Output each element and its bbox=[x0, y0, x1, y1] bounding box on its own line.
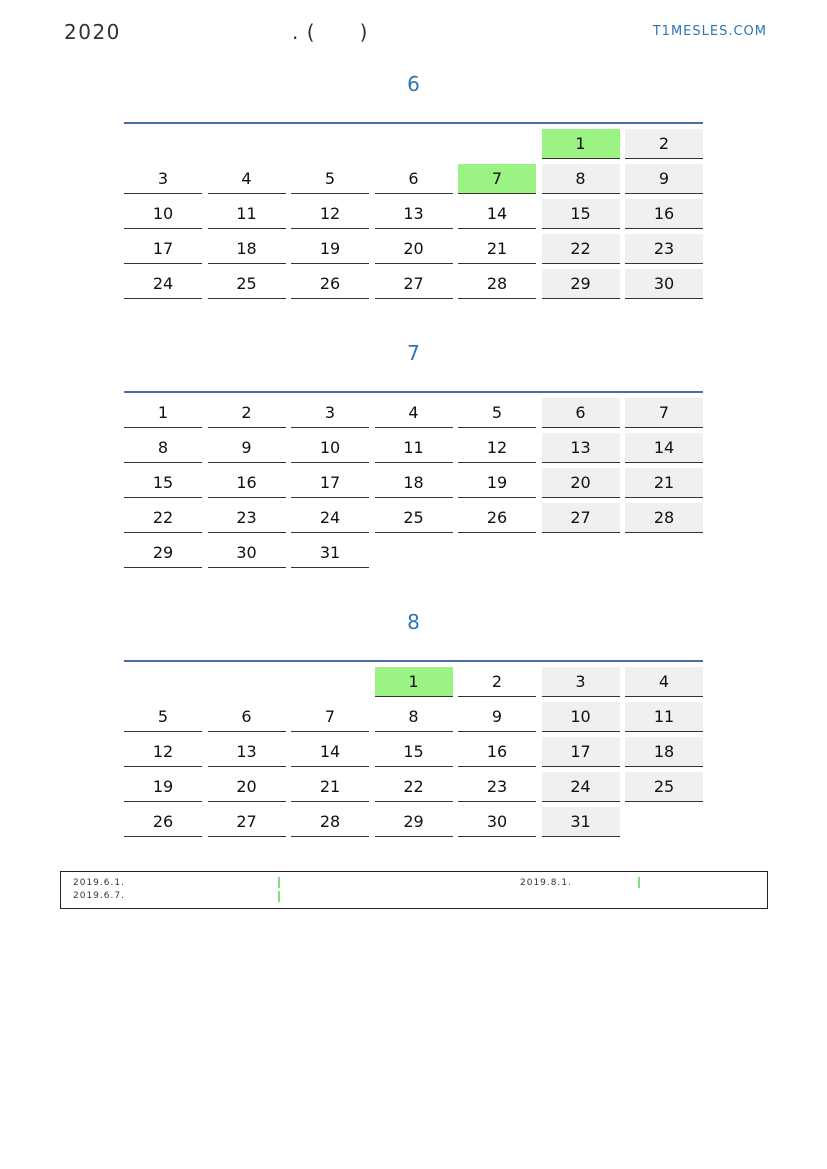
day-cell: 14 bbox=[291, 737, 369, 767]
day-cell: 12 bbox=[458, 433, 536, 463]
day-cell: 3 bbox=[291, 398, 369, 428]
day-cell: 2 bbox=[458, 667, 536, 697]
day-cell: 29 bbox=[124, 538, 202, 568]
day-cell: 9 bbox=[458, 702, 536, 732]
month-divider bbox=[124, 660, 703, 662]
day-cell: 23 bbox=[625, 234, 703, 264]
day-cell: 6 bbox=[542, 398, 620, 428]
day-grid bbox=[124, 129, 703, 299]
notes-box bbox=[60, 871, 768, 909]
day-cell: 2 bbox=[625, 129, 703, 159]
day-cell: 22 bbox=[124, 503, 202, 533]
day-cell: 10 bbox=[542, 702, 620, 732]
day-cell: 24 bbox=[542, 772, 620, 802]
day-cell: 1 bbox=[542, 129, 620, 159]
day-cell: 7 bbox=[458, 164, 536, 194]
site-link[interactable]: T1MESLES.COM bbox=[652, 24, 767, 39]
day-cell: 4 bbox=[375, 398, 453, 428]
empty-cell bbox=[208, 667, 286, 696]
day-cell: 20 bbox=[375, 234, 453, 264]
day-cell: 27 bbox=[208, 807, 286, 837]
day-cell: 9 bbox=[208, 433, 286, 463]
month-divider bbox=[124, 391, 703, 393]
day-cell: 2 bbox=[208, 398, 286, 428]
day-cell: 3 bbox=[124, 164, 202, 194]
empty-cell bbox=[124, 129, 202, 158]
month-title: 6 bbox=[407, 72, 420, 96]
note-marker bbox=[278, 877, 280, 888]
note-marker bbox=[278, 891, 280, 902]
month-july bbox=[124, 339, 703, 568]
day-cell: 29 bbox=[542, 269, 620, 299]
day-cell: 10 bbox=[124, 199, 202, 229]
note-text: 2019.6.1. bbox=[73, 878, 125, 888]
month-june bbox=[124, 70, 703, 299]
day-cell: 5 bbox=[291, 164, 369, 194]
day-cell: 26 bbox=[458, 503, 536, 533]
day-cell: 14 bbox=[625, 433, 703, 463]
day-cell: 22 bbox=[375, 772, 453, 802]
day-cell: 13 bbox=[375, 199, 453, 229]
day-cell: 30 bbox=[458, 807, 536, 837]
day-cell: 23 bbox=[458, 772, 536, 802]
day-cell: 7 bbox=[625, 398, 703, 428]
day-cell: 12 bbox=[124, 737, 202, 767]
day-cell: 9 bbox=[625, 164, 703, 194]
day-cell: 1 bbox=[375, 667, 453, 697]
day-cell: 11 bbox=[208, 199, 286, 229]
day-cell: 6 bbox=[208, 702, 286, 732]
day-cell: 13 bbox=[542, 433, 620, 463]
day-cell: 28 bbox=[458, 269, 536, 299]
day-grid bbox=[124, 667, 703, 837]
day-cell: 28 bbox=[291, 807, 369, 837]
day-cell: 18 bbox=[375, 468, 453, 498]
day-cell: 21 bbox=[291, 772, 369, 802]
empty-cell bbox=[458, 129, 536, 158]
day-cell: 8 bbox=[375, 702, 453, 732]
day-cell: 26 bbox=[124, 807, 202, 837]
day-grid bbox=[124, 398, 703, 568]
day-cell: 15 bbox=[375, 737, 453, 767]
day-cell: 11 bbox=[375, 433, 453, 463]
day-cell: 19 bbox=[291, 234, 369, 264]
day-cell: 21 bbox=[458, 234, 536, 264]
day-cell: 19 bbox=[458, 468, 536, 498]
day-cell: 17 bbox=[542, 737, 620, 767]
day-cell: 4 bbox=[208, 164, 286, 194]
day-cell: 5 bbox=[458, 398, 536, 428]
empty-cell bbox=[291, 129, 369, 158]
day-cell: 31 bbox=[291, 538, 369, 568]
day-cell: 26 bbox=[291, 269, 369, 299]
day-cell: 25 bbox=[375, 503, 453, 533]
empty-cell bbox=[124, 667, 202, 696]
note-marker bbox=[638, 877, 640, 888]
day-cell: 24 bbox=[291, 503, 369, 533]
day-cell: 28 bbox=[625, 503, 703, 533]
day-cell: 14 bbox=[458, 199, 536, 229]
day-cell: 30 bbox=[625, 269, 703, 299]
day-cell: 20 bbox=[542, 468, 620, 498]
day-cell: 1 bbox=[124, 398, 202, 428]
day-cell: 27 bbox=[542, 503, 620, 533]
day-cell: 18 bbox=[625, 737, 703, 767]
day-cell: 16 bbox=[625, 199, 703, 229]
day-cell: 7 bbox=[291, 702, 369, 732]
day-cell: 25 bbox=[625, 772, 703, 802]
day-cell: 3 bbox=[542, 667, 620, 697]
day-cell: 10 bbox=[291, 433, 369, 463]
month-title: 8 bbox=[407, 610, 420, 634]
day-cell: 21 bbox=[625, 468, 703, 498]
page-title: 2020 bbox=[64, 20, 121, 44]
day-cell: 15 bbox=[542, 199, 620, 229]
day-cell: 19 bbox=[124, 772, 202, 802]
day-cell: 12 bbox=[291, 199, 369, 229]
month-august bbox=[124, 608, 703, 837]
day-cell: 20 bbox=[208, 772, 286, 802]
day-cell: 25 bbox=[208, 269, 286, 299]
day-cell: 11 bbox=[625, 702, 703, 732]
month-divider bbox=[124, 122, 703, 124]
day-cell: 16 bbox=[208, 468, 286, 498]
month-title: 7 bbox=[407, 341, 420, 365]
note-text: 2019.6.7. bbox=[73, 891, 125, 901]
day-cell: 13 bbox=[208, 737, 286, 767]
day-cell: 5 bbox=[124, 702, 202, 732]
day-cell: 31 bbox=[542, 807, 620, 837]
day-cell: 8 bbox=[124, 433, 202, 463]
day-cell: 16 bbox=[458, 737, 536, 767]
empty-cell bbox=[375, 129, 453, 158]
day-cell: 29 bbox=[375, 807, 453, 837]
note-text: 2019.8.1. bbox=[520, 878, 572, 888]
day-cell: 18 bbox=[208, 234, 286, 264]
day-cell: 6 bbox=[375, 164, 453, 194]
day-cell: 15 bbox=[124, 468, 202, 498]
day-cell: 17 bbox=[291, 468, 369, 498]
day-cell: 30 bbox=[208, 538, 286, 568]
day-cell: 24 bbox=[124, 269, 202, 299]
day-cell: 4 bbox=[625, 667, 703, 697]
day-cell: 22 bbox=[542, 234, 620, 264]
day-cell: 8 bbox=[542, 164, 620, 194]
page-subtitle: . ( ) bbox=[292, 20, 369, 44]
empty-cell bbox=[208, 129, 286, 158]
empty-cell bbox=[291, 667, 369, 696]
day-cell: 23 bbox=[208, 503, 286, 533]
day-cell: 17 bbox=[124, 234, 202, 264]
day-cell: 27 bbox=[375, 269, 453, 299]
